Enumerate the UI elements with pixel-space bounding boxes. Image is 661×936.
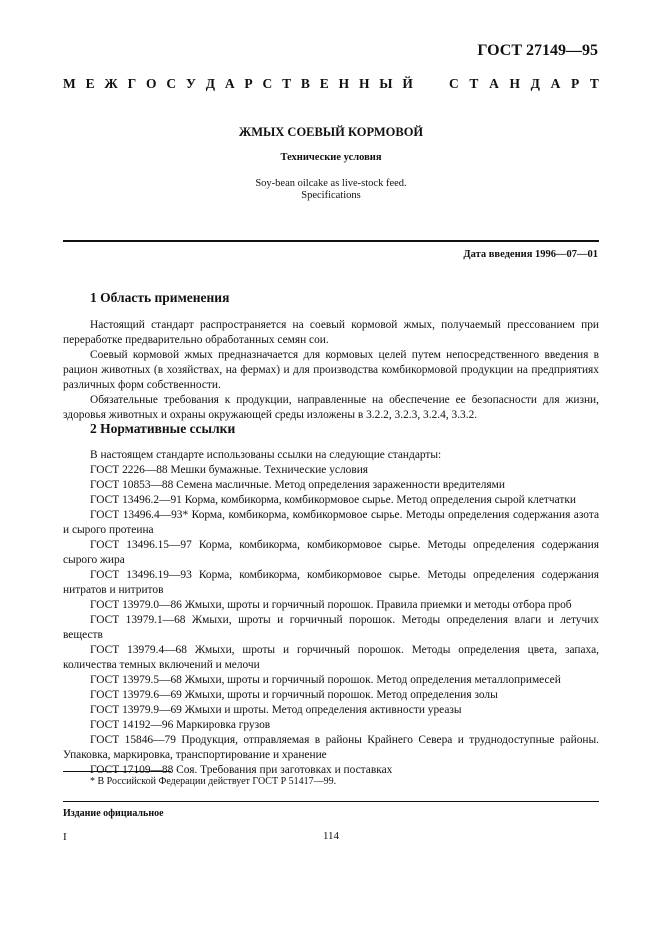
banner-letter: Е [319,76,329,91]
banner-letter: М [63,76,76,91]
banner-word-interstate [63,76,413,92]
banner-letter: Н [338,76,350,91]
reference-item: ГОСТ 13979.4—68 Жмыхи, шроты и горчичный порошок. Методы определения цвета, запаха, количества темных включений и мелочи [63,644,599,671]
banner-letter: С [166,76,177,91]
reference-item: ГОСТ 15846—79 Продукция, отправляемая в районы Крайнего Севера и труднодоступные районы. Упаковка, маркировка, транспортирование и хранение [63,734,599,761]
reference-item: ГОСТ 13979.1—68 Жмыхи, шроты и горчичный порошок. Методы определения влаги и летучих веществ [63,614,599,641]
banner-letter: Н [509,76,520,91]
introduction-date: Дата введения 1996—07—01 [463,249,598,260]
section2-heading: 2 Нормативные ссылки [90,421,236,436]
banner-letter: Д [530,76,540,91]
section2-intro: В настоящем стандарте использованы ссылки на следующие стандарты: [90,449,442,461]
page-number: 114 [322,830,340,842]
standard-banner [63,76,599,92]
banner-word-standard [449,76,599,92]
reference-item: ГОСТ 13979.6—69 Жмыхи, шроты и горчичный порошок. Метод определения золы [90,689,498,701]
banner-letter: Д [205,76,215,91]
banner-letter: Ж [104,76,118,91]
section1-paragraph: Обязательные требования к продукции, направленные на обеспечение ее безопасности для жизни, здоровья животных и охраны окружающей среды изложены в 3.2.2, 3.2.3, 3.2.4, 3.3.2. [63,394,599,421]
reference-item: ГОСТ 2226—88 Мешки бумажные. Технические условия [90,464,369,476]
banner-letter: Т [282,76,292,91]
gost-code: ГОСТ 27149—95 [477,42,598,59]
official-edition-label: Издание официальное [63,808,164,819]
section1-paragraph: Настоящий стандарт распространяется на соевый кормовой жмых, получаемый прессованием при переработке предварительно обработанных семян сои. [63,319,599,346]
left-marker: I [63,831,67,843]
reference-item: ГОСТ 14192—96 Маркировка грузов [90,719,271,731]
banner-letter: С [262,76,273,91]
banner-letter: А [224,76,235,91]
english-title [63,178,599,202]
banner-letter: У [185,76,196,91]
english-title-line1: Soy-bean oilcake as live-stock feed. [255,178,407,189]
reference-item: ГОСТ 13979.0—86 Жмыхи, шроты и горчичный порошок. Правила приемки и методы отбора проб [90,599,572,611]
reference-item: ГОСТ 17109—88 Соя. Требования при заготовках и поставках [90,764,393,776]
banner-letter: А [550,76,561,91]
banner-letter: Ы [379,76,393,91]
footnote: * В Российской Федерации действует ГОСТ Р 51417—99. [90,776,337,787]
footnote-divider [63,771,171,772]
section2-body [63,448,599,778]
banner-letter: Н [358,76,370,91]
banner-letter: Г [127,76,137,91]
reference-item: ГОСТ 13496.4—93* Корма, комбикорма, комбикормовое сырье. Методы определения содержания азота и сырого протеина [63,509,599,536]
banner-letter: С [449,76,459,91]
document-title: ЖМЫХ СОЕВЫЙ КОРМОВОЙ [238,125,424,139]
section1-heading: 1 Область применения [90,290,230,305]
reference-item: ГОСТ 13979.9—69 Жмыхи и шроты. Метод определения активности уреазы [90,704,462,716]
footer-divider [63,801,599,802]
banner-letter: Й [402,76,413,91]
banner-letter: Р [244,76,253,91]
section1-paragraph: Соевый кормовой жмых предназначается для кормовых целей путем непосредственного введения в рацион животных (в хозяйствах, на фермах) и для производства комбикормовой продукции на предприятиях различных форм собственности. [63,349,599,391]
reference-item: ГОСТ 13496.15—97 Корма, комбикорма, комбикормовое сырье. Методы определения содержания сырого жира [63,539,599,566]
reference-item: ГОСТ 13496.2—91 Корма, комбикорма, комбикормовое сырье. Метод определения сырой клетчатки [90,494,576,506]
banner-letter: Т [469,76,479,91]
banner-letter: А [489,76,499,91]
banner-letter: Т [589,76,599,91]
document-subtitle: Технические условия [280,152,382,163]
banner-letter: Р [571,76,580,91]
banner-letter: О [146,76,157,91]
english-title-line2: Specifications [301,190,361,201]
banner-letter: В [300,76,310,91]
reference-item: ГОСТ 13979.5—68 Жмыхи, шроты и горчичный порошок. Метод определения металлопримесей [90,674,561,686]
reference-item: ГОСТ 10853—88 Семена масличные. Метод определения зараженности вредителями [90,479,505,491]
title-divider [63,240,599,242]
section1-body [63,318,599,423]
reference-item: ГОСТ 13496.19—93 Корма, комбикорма, комбикормовое сырье. Методы определения содержания нитратов и нитритов [63,569,599,596]
banner-letter: Е [85,76,95,91]
